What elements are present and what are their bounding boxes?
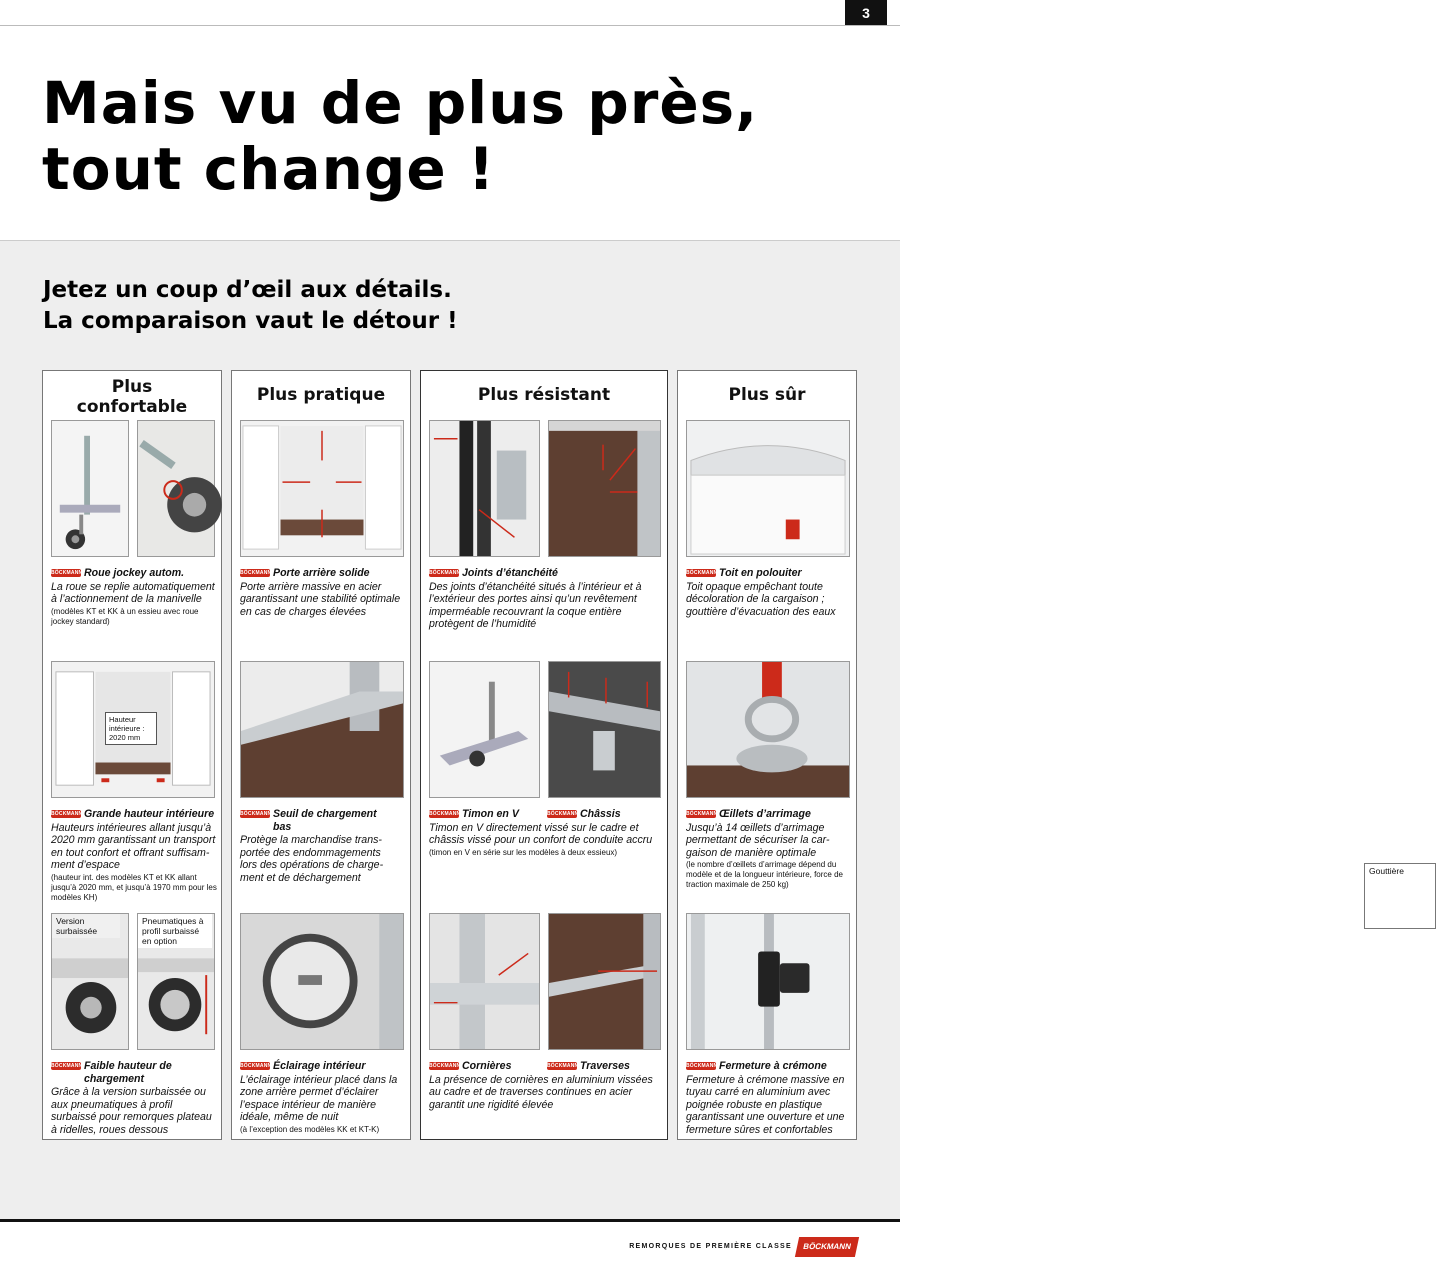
feature-title [240,567,408,580]
brand-badge: BÖCKMANN [547,1063,579,1069]
footer-logo: BÖCKMANN [795,1237,859,1257]
column-title [43,377,221,417]
feature-title-text: Toit en polouiter [719,567,802,579]
feature-body: Hauteurs intérieures allant jusqu’à 2020 mm garantissant un transport en tout confort et offrant suffisam-ment d’espace [51,821,216,872]
feature-body: Porte arrière massive en acier garantissant une stabilité optimale en cas de charges élevées [240,580,401,618]
brand-badge: BÖCKMANN [429,570,461,576]
feature-title [686,567,854,580]
feature-body: La roue se replie automatiquement à l’actionnement de la manivelle [51,580,215,606]
page-number: 3 [845,0,887,25]
feature-porte-arriere [240,567,408,618]
feature-title [686,808,854,821]
headline-line-2: tout change ! [42,135,496,203]
photo-cross-members [548,913,661,1050]
feature-note: (timon en V en série sur les modèles à deux essieux) [429,847,618,857]
photo-corner-profiles [429,913,540,1050]
feature-title [240,1060,408,1073]
feature-title [240,808,408,833]
column-title: Plus sûr [728,385,806,405]
top-rule [0,25,900,26]
feature-title-text: Porte arrière solide [273,567,370,579]
feature-body: Jusqu’à 14 œillets d’arrimage permettant de sécuriser la car-gaison de manière optimale [686,821,830,859]
feature-title-text: Cornières [462,1060,512,1072]
feature-note: (à l’exception des modèles KK et KT-K) [240,1124,380,1134]
column-confortable [42,370,222,1140]
feature-faible-hauteur [51,1060,219,1137]
feature-title [51,808,221,821]
feature-body: Protège la marchandise trans-portée des endommagements lors des opérations de charge-ment et de déchargement [240,834,384,884]
feature-body: Des joints d’étanchéité situés à l’intérieur et à l’extérieur des portes ainsi qu’un revêtement imperméable recouvrant la coque entière protègent de l’humidité [429,580,642,631]
feature-title-text: Éclairage intérieur [273,1060,366,1072]
photo-interior-light [240,913,404,1050]
feature-title [686,1060,854,1073]
photo-v-drawbar [429,661,540,798]
feature-timon-chassis [429,808,665,858]
brand-badge: BÖCKMANN [240,1063,272,1069]
photo-chassis [548,661,661,798]
feature-title-text: Joints d’étanchéité [462,567,558,579]
feature-title-row [429,808,665,821]
height-label: Hauteur intérieure : 2020 mm [105,712,157,745]
feature-note: (hauteur int. des modèles KT et KK allant jusqu’à 2020 mm, et jusqu’à 1970 mm pour les modèles KH) [51,872,217,902]
photo-jockey-wheel [51,420,129,557]
brand-badge: BÖCKMANN [547,811,579,817]
column-title: Plus résistant [477,385,611,405]
feature-grande-hauteur [51,808,221,903]
feature-title [547,1060,665,1073]
label-low-profile-tyres: Pneumatiques à profil surbaissé en option [138,914,212,948]
photo-waterproof-coating [548,420,661,557]
feature-title-row [429,1060,665,1073]
feature-body: Fermeture à crémone massive en tuyau carré en aluminium avec poignée robuste en plastique garantissant une ouverture et une fermeture sûres et confortables [686,1073,845,1136]
feature-body: L’éclairage intérieur placé dans la zone arrière permet d’éclairer l’espace intérieur de manière idéale, même de nuit [240,1073,398,1124]
feature-title [429,1060,547,1073]
feature-title [51,567,219,580]
photo-rear-door [240,420,404,557]
column-title-line: confortable [76,397,188,417]
footer-tagline: REMORQUES DE PREMIÈRE CLASSE [629,1243,792,1250]
photo-lashing-eye [686,661,850,798]
column-title: Plus pratique [256,385,386,405]
feature-seuil [240,808,408,885]
column-resistant [420,370,668,1140]
feature-note: (modèles KT et KK à un essieu avec roue jockey standard) [51,606,199,626]
brand-badge: BÖCKMANN [686,811,718,817]
feature-title-text: Seuil de chargement bas [273,808,377,833]
brand-badge: BÖCKMANN [429,811,461,817]
feature-roue-jockey [51,567,219,627]
photo-roof [686,420,850,557]
headline [42,70,758,202]
feature-title-text: Grande hauteur intérieure [84,808,215,820]
feature-note: (le nombre d’œillets d’arrimage dépend du modèle et de la longueur intérieure, force de traction maximale de 250 kg) [686,860,843,890]
subheadline-line-2: La comparaison vaut le détour ! [43,308,458,334]
feature-eclairage [240,1060,408,1135]
feature-body: Toit opaque empêchant toute décoloration de la cargaison ; gouttière d’évacuation des eaux [686,580,836,618]
brand-badge: BÖCKMANN [686,570,718,576]
feature-title [429,808,547,821]
feature-title [429,567,659,580]
feature-body: Grâce à la version surbaissée ou aux pneumatiques à profil surbaissé pour remorques plateau à ridelles, roues dessous [51,1086,212,1136]
feature-title [51,1060,219,1085]
feature-title-text: Œillets d’arrimage [719,808,811,820]
brand-badge: BÖCKMANN [240,570,272,576]
feature-body: La présence de cornières en aluminium vissées au cadre et de traverses continues en acier garantit une rigidité élevée [429,1073,653,1111]
subheadline [43,275,458,337]
column-title-line: Plus [111,377,153,397]
column-pratique [231,370,411,1140]
feature-title [547,808,665,821]
feature-title-text: Fermeture à crémone [719,1060,827,1072]
brand-badge: BÖCKMANN [686,1063,718,1069]
headline-line-1: Mais vu de plus près, [42,69,759,137]
column-sur [677,370,1404,1140]
photo-loading-sill [240,661,404,798]
gutter-label: Gouttière [1364,863,1436,929]
feature-oeillets [686,808,854,890]
bottom-rule [0,1219,900,1222]
photo-door-seals [429,420,540,557]
photo-espagnolette-lock [686,913,850,1050]
brand-badge: BÖCKMANN [429,1063,461,1069]
feature-fermeture [686,1060,854,1137]
feature-joints [429,567,659,631]
feature-toit [686,567,854,618]
feature-title-text: Châssis [580,808,621,820]
brand-badge: BÖCKMANN [240,811,272,817]
feature-title-text: Faible hauteur de chargement [84,1060,172,1085]
brand-badge: BÖCKMANN [51,811,83,817]
feature-title-text: Roue jockey autom. [84,567,185,579]
label-lowered-version: Version surbaissée [52,914,120,938]
feature-cornieres-traverses [429,1060,665,1111]
feature-title-text: Traverses [580,1060,630,1072]
brand-badge: BÖCKMANN [51,1063,83,1069]
brand-badge: BÖCKMANN [51,570,83,576]
feature-body: Timon en V directement vissé sur le cadre et châssis vissé pour un confort de conduite accru [429,821,653,847]
photo-jockey-wheel-detail [137,420,215,557]
subheadline-line-1: Jetez un coup d’œil aux détails. [43,277,452,303]
feature-title-text: Timon en V [462,808,519,820]
